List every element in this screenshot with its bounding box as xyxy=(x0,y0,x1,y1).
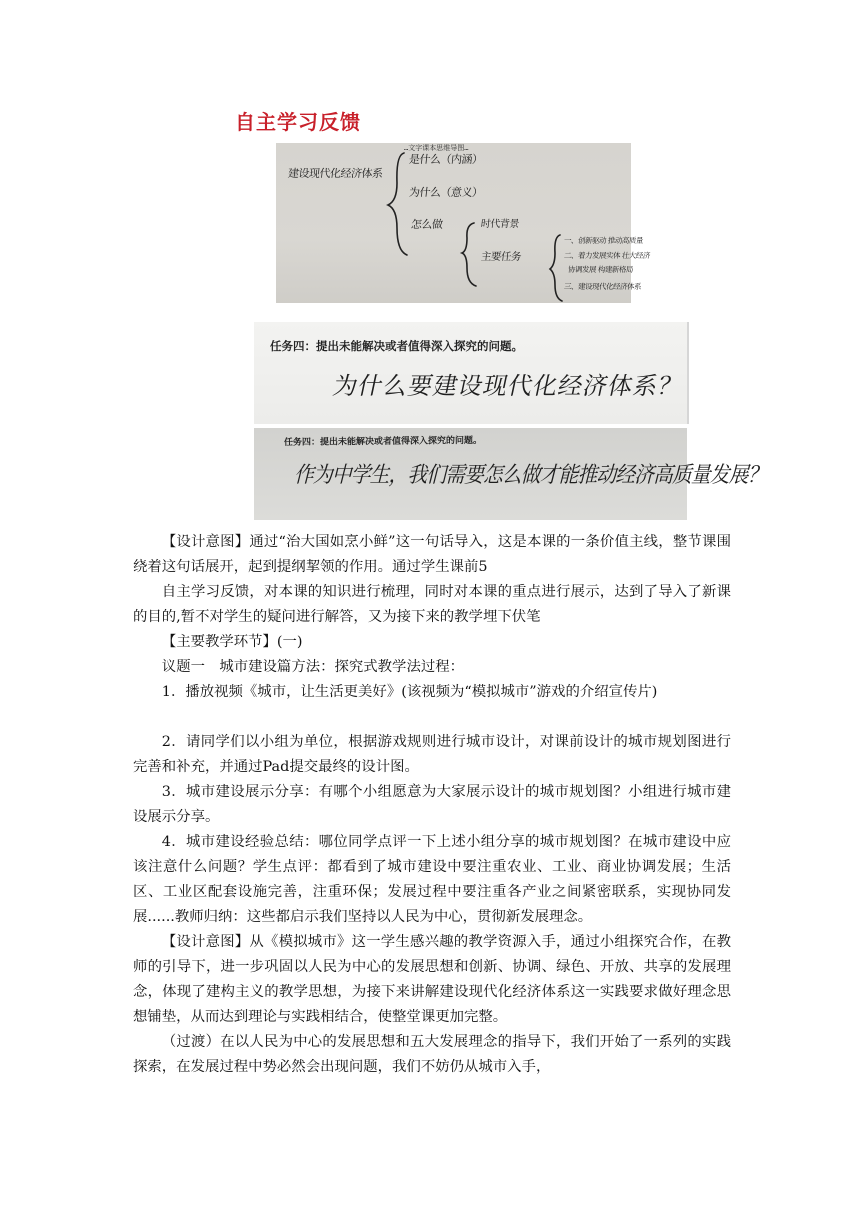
paragraph: 4．城市建设经验总结：哪位同学点评一下上述小组分享的城市规划图？在城市建设中应该注意什么问题？学生点评：都看到了城市建设中要注重农业、工业、商业协调发展；生活区、工业区配套设施完善，注重环保；发展过程中要注重各产业之间紧密联系，实现协同发展......教师归纳：这些都启示我们坚持以人民为中心，贯彻新发展理念。 xyxy=(133,834,731,925)
task-item-3: 协调发展 构建新格局 xyxy=(567,265,634,274)
paragraph: 【设计意图】从《模拟城市》这一学生感兴趣的教学资源入手，通过小组探究合作，在教师的引导下，进一步巩固以人民为中心的发展思想和创新、协调、绿色、开放、共享的发展理念，体现了建构主义的教学思想，为接下来讲解建设现代化经济体系这一实践要求做好理念思想铺垫，从而达到理论与实践相结合，使整堂课更加完整。 xyxy=(133,934,731,1025)
photo-top-mark: …文字课本思维导图… xyxy=(404,144,469,152)
task-four-photo-2 xyxy=(254,428,772,520)
task-item-2: 二、着力发展实体 壮大经济 xyxy=(563,251,651,260)
how-sub-background: 时代背景 xyxy=(480,219,520,230)
mind-map-root: 建设现代化经济体系 xyxy=(287,167,384,180)
blank-line xyxy=(133,705,731,730)
section-heading: 【主要教学环节】(一) xyxy=(161,634,303,650)
paragraph: 2．请同学们以小组为单位，根据游戏规则进行城市设计，对课前设计的城市规划图进行完善和补充，并通过Pad提交最终的设计图。 xyxy=(133,734,731,775)
branch-what: 是什么（内涵） xyxy=(408,153,484,166)
mind-map-photo xyxy=(276,143,651,303)
paragraph: 自主学习反馈，对本课的知识进行梳理，同时对本课的重点进行展示，达到了导入了新课的目的,暂不对学生的疑问进行解答，又为接下来的教学埋下伏笔 xyxy=(133,584,731,625)
self-study-feedback-figure xyxy=(233,103,651,303)
how-sub-tasks: 主要任务 xyxy=(480,251,522,263)
paragraph: 议题一 城市建设篇方法：探究式教学法过程： xyxy=(161,659,465,675)
branch-how: 怎么做 xyxy=(410,218,444,231)
task-item-4: 三、建设现代化经济体系 xyxy=(563,282,642,291)
task-four-label: 任务四：提出未能解决或者值得深入探究的问题。 xyxy=(283,435,483,448)
figure-title: 自主学习反馈 xyxy=(235,110,361,134)
task-four-photo-1 xyxy=(254,322,689,424)
document-body xyxy=(133,530,731,1080)
paragraph: 1．播放视频《城市，让生活更美好》(该视频为“模拟城市”游戏的介绍宣传片) xyxy=(161,684,658,700)
paragraph: 3．城市建设展示分享：有哪个小组愿意为大家展示设计的城市规划图？小组进行城市建设展示分享。 xyxy=(133,784,731,825)
paragraph: （过渡）在以人民为中心的发展思想和五大发展理念的指导下，我们开始了一系列的实践探索，在发展过程中势必然会出现问题，我们不妨仍从城市入手， xyxy=(133,1034,731,1075)
branch-why: 为什么（意义） xyxy=(408,186,484,199)
student-question-1: 为什么要建设现代化经济体系？ xyxy=(330,372,687,400)
paragraph: 【设计意图】通过“治大国如烹小鲜”这一句话导入，这是本课的一条价值主线，整节课围绕着这句话展开，起到提纲挈领的作用。通过学生课前5 xyxy=(133,534,731,575)
task-item-1: 一、创新驱动 推动高质量 xyxy=(563,236,644,245)
student-question-2: 作为中学生，我们需要怎么做才能推动经济高质量发展？ xyxy=(292,463,772,488)
task-four-label: 任务四：提出未能解决或者值得深入探究的问题。 xyxy=(270,339,523,353)
